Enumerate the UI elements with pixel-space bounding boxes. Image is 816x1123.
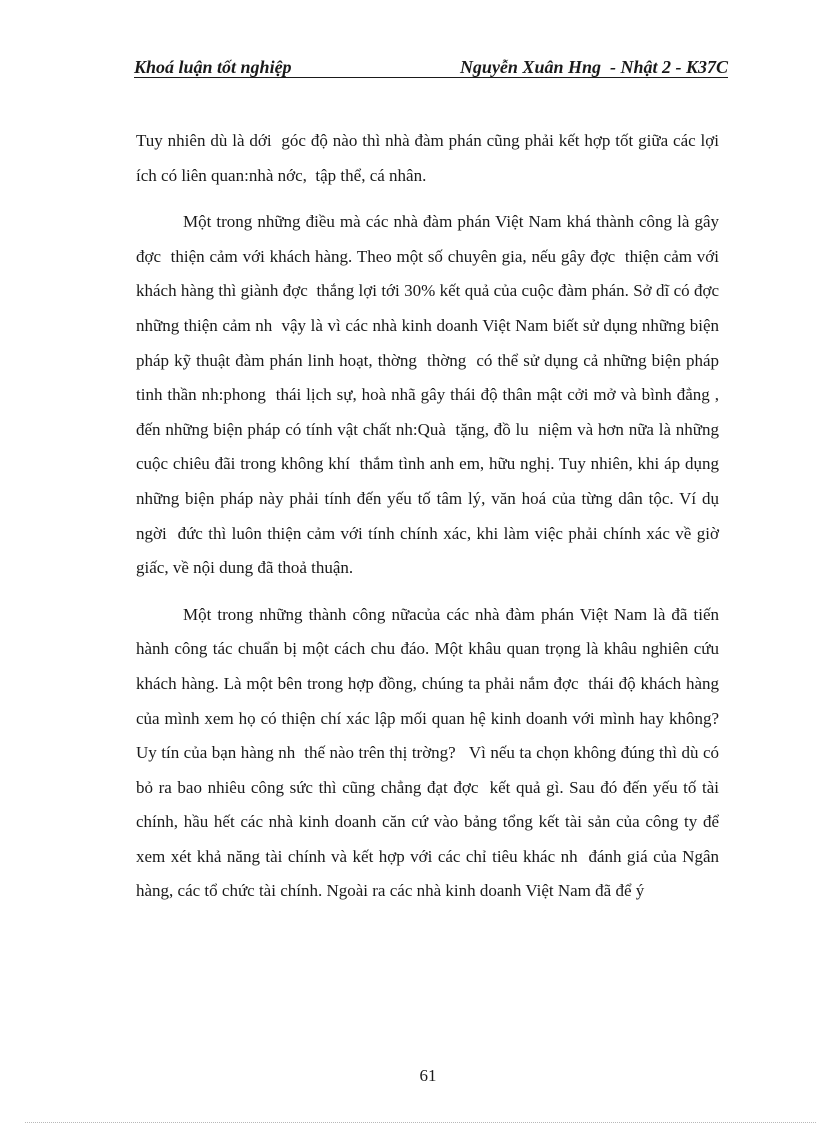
page-number: 61 [419, 1066, 437, 1085]
header-thesis-title: Khoá luận tốt nghiệp [134, 57, 292, 77]
paragraph-3: Một trong những thành công nữacủa các nhà đàm phán Việt Nam là đã tiến hành công tác chuẩn bị một cách chu đáo. Một khâu quan trọng là khâu nghiên cứu khách hàng. Là một bên trong hợp đồng, chúng ta phải nắm đợc thái độ khách hàng của mình xem họ có thiện chí xác lập mối quan hệ kinh doanh với mình hay không? Uy tín của bạn hàng nh thế nào trên thị trờng? Vì nếu ta chọn không đúng thì dù có bỏ ra bao nhiêu công sức thì cũng chẳng đạt đợc kết quả gì. Sau đó đến yếu tố tài chính, hầu hết các nhà kinh doanh căn cứ vào bảng tổng kết tài sản của công ty để xem xét khả năng tài chính và kết hợp với các chỉ tiêu khác nh đánh giá của Ngân hàng, các tổ chức tài chính. Ngoài ra các nhà kinh doanh Việt Nam đã để ý [136, 604, 724, 901]
paragraph-1: Tuy nhiên dù là dới góc độ nào thì nhà đàm phán cũng phải kết hợp tốt giữa các lợi ích có liên quan:nhà nớc, tập thể, cá nhân. [136, 131, 724, 185]
body-text [136, 124, 728, 921]
header-author-class: Nguyễn Xuân Hng - Nhật 2 - K37C [459, 57, 728, 77]
header-underline [134, 77, 728, 78]
paragraph-2: Một trong những điều mà các nhà đàm phán Việt Nam khá thành công là gây đợc thiện cảm với khách hàng. Theo một số chuyên gia, nếu gây đợc thiện cảm với khách hàng thì giành đợc thắng lợi tới 30% kết quả của cuộc đàm phán. Sở dĩ có đợc những thiện cảm nh vậy là vì các nhà kinh doanh Việt Nam biết sử dụng những biện pháp kỹ thuật đàm phán linh hoạt, thờng thờng có thể sử dụng cả những biện pháp tinh thần nh:phong thái lịch sự, hoà nhã gây thái độ thân mật cởi mở và bình đẳng , đến những biện pháp có tính vật chất nh:Quà tặng, đồ lu niệm và hơn nữa là những cuộc chiêu đãi trong không khí thắm tình anh em, hữu nghị. Tuy nhiên, khi áp dụng những biện pháp này phải tính đến yếu tố tâm lý, văn hoá của từng dân tộc. Ví dụ ngời đức thì luôn thiện cảm với tính chính xác, khi làm việc phải chính xác về giờ giấc, về nội dung đã thoả thuận. [136, 212, 728, 578]
